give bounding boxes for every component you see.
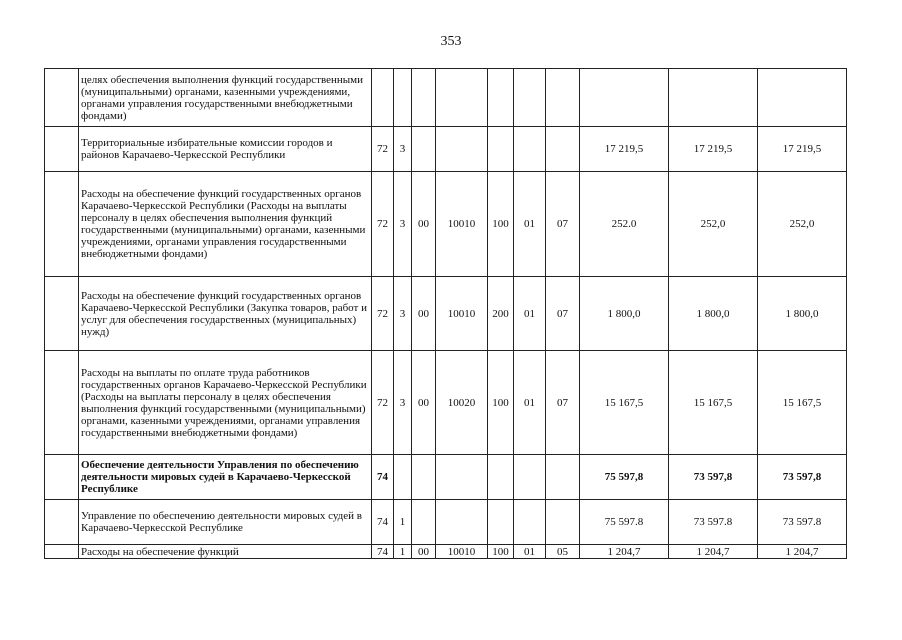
row-name: Расходы на обеспечение функций государственных органов Карачаево-Черкесской Республики (Расходы на выплаты персоналу в целях обеспечения выполнения функций государственными (муниципальными) органами, казенными учреждениями, органами управления государственными внебюджетными фондами) — [79, 172, 372, 277]
direction-code: 10020 — [436, 351, 488, 455]
row-name: целях обеспечения выполнения функций государственными (муниципальными) органами, казенными учреждениями, органами управления государственными внебюджетными фондами) — [79, 69, 372, 127]
sum-year-1: 17 219,5 — [580, 127, 669, 172]
ved-code: 72 — [372, 127, 394, 172]
subdivision-code: 07 — [546, 172, 580, 277]
ved-code: 74 — [372, 545, 394, 559]
row-name: Обеспечение деятельности Управления по обеспечению деятельности мировых судей в Карачаево-Черкесской Республике — [79, 455, 372, 500]
program-code: 00 — [412, 351, 436, 455]
subdivision-code — [546, 500, 580, 545]
table-row — [45, 500, 847, 545]
ved-code: 72 — [372, 351, 394, 455]
row-name: Расходы на обеспечение функций — [79, 545, 372, 559]
sum-year-3: 15 167,5 — [758, 351, 847, 455]
subdivision-code: 05 — [546, 545, 580, 559]
subdivision-code — [546, 127, 580, 172]
sum-year-3: 73 597.8 — [758, 500, 847, 545]
expense-type-code: 100 — [488, 545, 514, 559]
direction-code: 10010 — [436, 172, 488, 277]
sum-year-2: 15 167,5 — [669, 351, 758, 455]
direction-code — [436, 500, 488, 545]
expense-type-code: 200 — [488, 277, 514, 351]
ved-code — [372, 69, 394, 127]
section-code: 3 — [394, 277, 412, 351]
division-code — [514, 69, 546, 127]
sum-year-2: 1 204,7 — [669, 545, 758, 559]
expense-type-code — [488, 500, 514, 545]
sum-year-2: 17 219,5 — [669, 127, 758, 172]
sum-year-1: 75 597,8 — [580, 455, 669, 500]
direction-code — [436, 69, 488, 127]
expense-type-code — [488, 69, 514, 127]
expense-type-code — [488, 455, 514, 500]
table-row — [45, 351, 847, 455]
division-code — [514, 500, 546, 545]
ved-code: 72 — [372, 277, 394, 351]
table-row — [45, 545, 847, 559]
sum-year-1: 1 204,7 — [580, 545, 669, 559]
row-name: Территориальные избирательные комиссии городов и районов Карачаево-Черкесской Республики — [79, 127, 372, 172]
division-code — [514, 127, 546, 172]
sum-year-3: 73 597,8 — [758, 455, 847, 500]
sum-year-2: 73 597.8 — [669, 500, 758, 545]
division-code: 01 — [514, 351, 546, 455]
direction-code — [436, 455, 488, 500]
subdivision-code: 07 — [546, 277, 580, 351]
sum-year-3: 17 219,5 — [758, 127, 847, 172]
subdivision-code: 07 — [546, 351, 580, 455]
section-code: 1 — [394, 545, 412, 559]
table-row — [45, 455, 847, 500]
program-code — [412, 500, 436, 545]
division-code: 01 — [514, 277, 546, 351]
sum-year-2: 1 800,0 — [669, 277, 758, 351]
sum-year-1: 252.0 — [580, 172, 669, 277]
budget-table — [44, 68, 847, 559]
sum-year-1: 1 800,0 — [580, 277, 669, 351]
sum-year-1: 75 597.8 — [580, 500, 669, 545]
division-code: 01 — [514, 545, 546, 559]
division-code — [514, 455, 546, 500]
division-code: 01 — [514, 172, 546, 277]
direction-code: 10010 — [436, 545, 488, 559]
section-code: 3 — [394, 172, 412, 277]
section-code — [394, 69, 412, 127]
ved-code: 72 — [372, 172, 394, 277]
sum-year-2: 73 597,8 — [669, 455, 758, 500]
direction-code: 10010 — [436, 277, 488, 351]
table-row — [45, 277, 847, 351]
sum-year-3 — [758, 69, 847, 127]
sum-year-3: 252,0 — [758, 172, 847, 277]
program-code — [412, 69, 436, 127]
section-code — [394, 455, 412, 500]
program-code — [412, 127, 436, 172]
sum-year-2: 252,0 — [669, 172, 758, 277]
sum-year-1 — [580, 69, 669, 127]
sum-year-1: 15 167,5 — [580, 351, 669, 455]
row-name: Управление по обеспечению деятельности мировых судей в Карачаево-Черкесской Республике — [79, 500, 372, 545]
program-code: 00 — [412, 545, 436, 559]
expense-type-code: 100 — [488, 172, 514, 277]
sum-year-3: 1 204,7 — [758, 545, 847, 559]
section-code: 1 — [394, 500, 412, 545]
subdivision-code — [546, 455, 580, 500]
table-row — [45, 127, 847, 172]
expense-type-code: 100 — [488, 351, 514, 455]
program-code: 00 — [412, 172, 436, 277]
sum-year-3: 1 800,0 — [758, 277, 847, 351]
ved-code: 74 — [372, 455, 394, 500]
row-name: Расходы на обеспечение функций государственных органов Карачаево-Черкесской Республики (Закупка товаров, работ и услуг для обеспечения государственных (муниципальных) нужд) — [79, 277, 372, 351]
sum-year-2 — [669, 69, 758, 127]
section-code: 3 — [394, 127, 412, 172]
row-name: Расходы на выплаты по оплате труда работников государственных органов Карачаево-Черкесской Республики (Расходы на выплаты персоналу в целях обеспечения выполнения функций государственными (муниципальными) органами, казенными учреждениями, органами управления государственными внебюджетными фондами) — [79, 351, 372, 455]
table-row — [45, 69, 847, 127]
expense-type-code — [488, 127, 514, 172]
ved-code: 74 — [372, 500, 394, 545]
direction-code — [436, 127, 488, 172]
program-code: 00 — [412, 277, 436, 351]
page-number: 353 — [440, 34, 462, 49]
table-row — [45, 172, 847, 277]
subdivision-code — [546, 69, 580, 127]
program-code — [412, 455, 436, 500]
section-code: 3 — [394, 351, 412, 455]
